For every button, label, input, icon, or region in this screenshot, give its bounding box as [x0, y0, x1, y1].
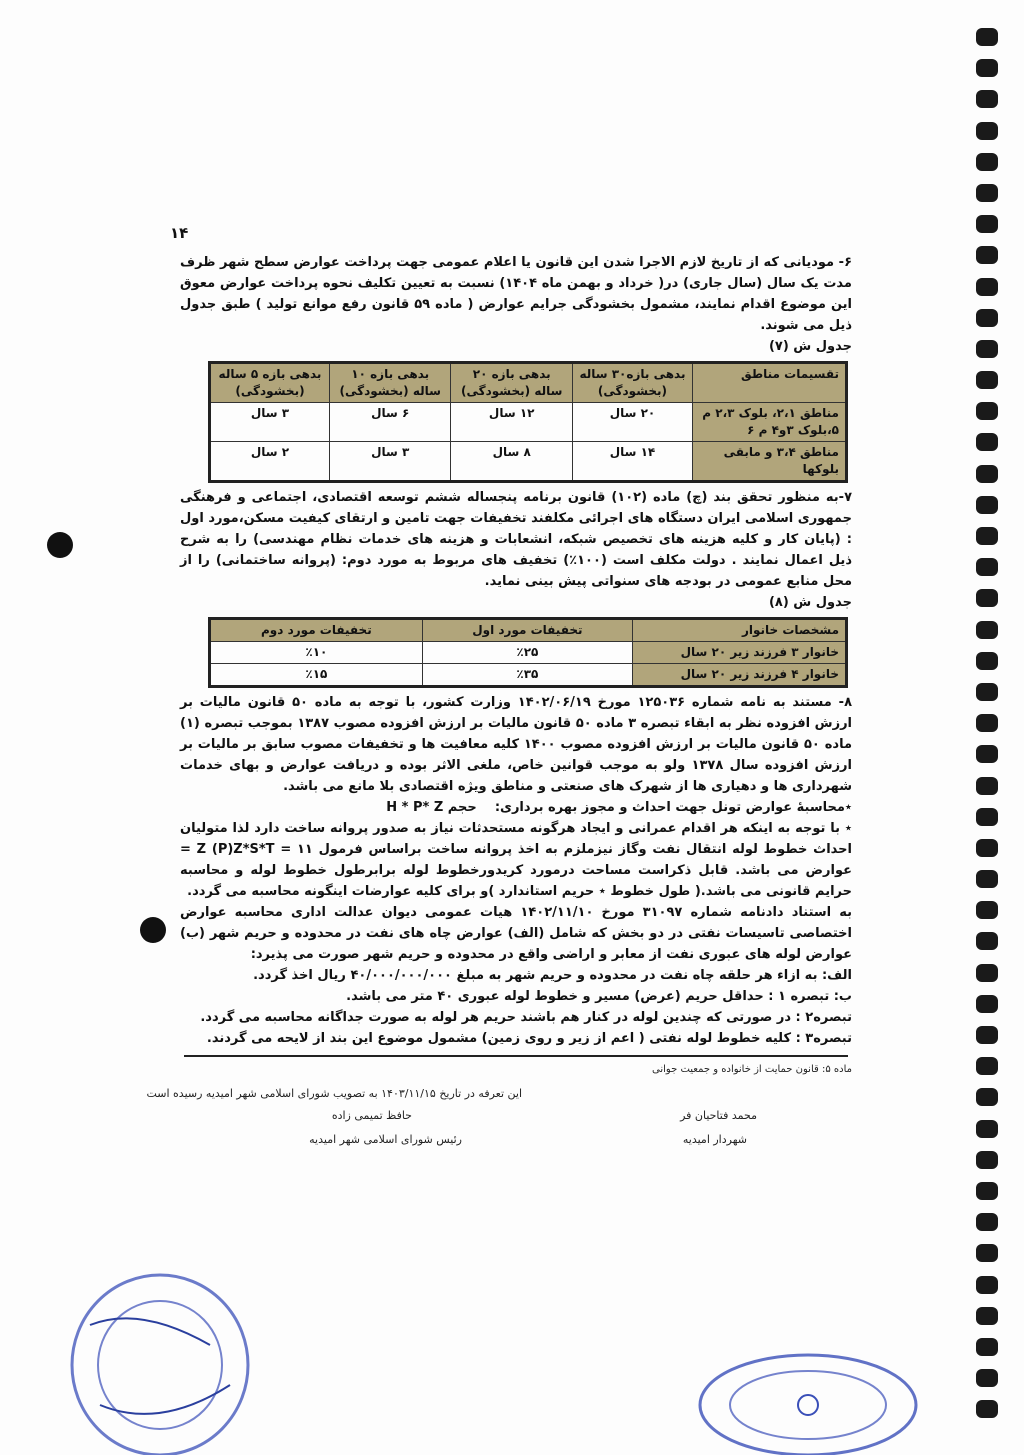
section-6: [180, 252, 852, 357]
binding-ring: [976, 683, 998, 701]
binding-ring: [976, 995, 998, 1013]
binding-ring: [976, 527, 998, 545]
binding-ring: [976, 714, 998, 732]
binding-ring: [976, 808, 998, 826]
binding-ring: [976, 153, 998, 171]
binding-ring: [976, 1369, 998, 1387]
table-header: بدهی بازه ۵ ساله (بخشودگی): [210, 363, 330, 403]
approval-note: این تعرفه در تاریخ ۱۴۰۳/۱۱/۱۵ به تصویب شورای اسلامی شهر امیدیه رسیده است: [146, 1087, 522, 1100]
table-row: [210, 403, 847, 442]
binding-ring: [976, 278, 998, 296]
binding-ring: [976, 1057, 998, 1075]
binding-ring: [976, 652, 998, 670]
binding-ring: [976, 340, 998, 358]
table-cell: ٪۲۵: [422, 642, 632, 664]
binding-ring: [976, 1151, 998, 1169]
binding-ring: [976, 839, 998, 857]
note-3: تبصره۳ : کلیه خطوط لوله نفتی ( اعم از زیر و روی زمین) مشمول موضوع این بند از لایحه می گردند.: [206, 1031, 852, 1046]
binding-ring: [976, 1307, 998, 1325]
table-header: تخفیفات مورد دوم: [210, 619, 423, 642]
binding-ring: [976, 465, 998, 483]
binding-ring: [976, 402, 998, 420]
binding-ring: [976, 28, 998, 46]
footnote: ماده ۵: قانون حمایت از خانواده و جمعیت جوانی: [652, 1064, 852, 1075]
binding-ring: [976, 589, 998, 607]
table-cell: ۱۴ سال: [572, 442, 692, 482]
document-body: [146, 252, 853, 1163]
punch-hole: [140, 917, 166, 943]
table-header: تقسیمات مناطق: [693, 363, 847, 403]
binding-ring: [976, 90, 998, 108]
table-8: [208, 617, 848, 688]
binding-ring: [976, 1120, 998, 1138]
spiral-binding: [976, 28, 1000, 1431]
council-head-title: رئیس شورای اسلامی شهر امیدیه: [309, 1133, 462, 1146]
clause-alef: الف: به ازاء هر حلقه چاه نفت در محدوده و حریم شهر به مبلغ ۴۰/۰۰۰/۰۰۰/۰۰۰ ریال اخذ گردد.: [253, 968, 852, 983]
page-number: ۱۴: [170, 224, 189, 242]
table-cell: ۱۲ سال: [451, 403, 572, 442]
municipality-stamp: [690, 1345, 920, 1455]
note-2: تبصره۲ : در صورتی که چندین لوله در کنار هم باشند حریم هر لوله به صورت جداگانه محاسبه می گردد.: [200, 1010, 852, 1025]
binding-ring: [976, 309, 998, 327]
binding-ring: [976, 558, 998, 576]
table-cell: ۲۰ سال: [572, 403, 692, 442]
tunnel-formula: H * P* Z حجم: [386, 800, 477, 815]
binding-ring: [976, 433, 998, 451]
signature-block: [146, 1083, 852, 1163]
table-cell: خانوار ۴ فرزند زیر ۲۰ سال: [633, 664, 847, 687]
binding-ring: [976, 1213, 998, 1231]
binding-ring: [976, 246, 998, 264]
table-header: بدهی بازه۳۰ ساله (بخشودگی): [572, 363, 692, 403]
binding-ring: [976, 901, 998, 919]
council-stamp: [60, 1255, 260, 1455]
table-cell: ۳ سال: [329, 442, 450, 482]
table-cell: مناطق ۲،۱، بلوک ۲،۳ م ۵،بلوک ۳و۴ م ۶: [693, 403, 847, 442]
section-7: [180, 487, 852, 613]
tunnel-line: [180, 797, 852, 818]
table-cell: ۳ سال: [210, 403, 330, 442]
binding-ring: [976, 184, 998, 202]
binding-ring: [976, 1182, 998, 1200]
table-8-caption: جدول ش (۸): [768, 595, 852, 610]
table-header: مشخصات خانوار: [633, 619, 847, 642]
binding-ring: [976, 59, 998, 77]
binding-ring: [976, 1400, 998, 1418]
table-header: بدهی بازه ۱۰ ساله (بخشودگی): [329, 363, 450, 403]
binding-ring: [976, 1088, 998, 1106]
binding-ring: [976, 122, 998, 140]
binding-ring: [976, 777, 998, 795]
table-7-caption: جدول ش (۷): [768, 339, 852, 354]
verdict-text: به استناد دادنامه شماره ۳۱۰۹۷ مورخ ۱۴۰۲/۱۱/۱۰ هیات عمومی دیوان عدالت اداری محاسبه عوارض اختصاصی تاسیسات نفتی در دو بخش که شامل (الف) عوارض چاه های نفت در محدوده و حریم شهر (ب) عوارض لوله های عبوری نفت از معابر و اراضی واقع در محدوده و حریم شهر صورت می پذیرد:: [180, 905, 852, 962]
footnote-divider: [184, 1055, 848, 1057]
table-header: تخفیفات مورد اول: [422, 619, 632, 642]
binding-ring: [976, 1244, 998, 1262]
table-row: [210, 664, 847, 687]
table-cell: ۲ سال: [210, 442, 330, 482]
binding-ring: [976, 870, 998, 888]
binding-ring: [976, 964, 998, 982]
binding-ring: [976, 215, 998, 233]
binding-ring: [976, 932, 998, 950]
table-7: [208, 361, 848, 483]
pipeline-text: ٭ با توجه به اینکه هر اقدام عمرانی و ایجاد هرگونه مستحدثات نیاز به صدور پروانه ساخت دارد لذا متولیان احداث خطوط لوله انتقال نفت وگاز نیزملزم به اخذ پروانه ساخت براساس فرمول ۱۱ = Z (P)Z*S*T = عوارض می باشد. قابل ذکراست مساحت درمورد کریدورخطوط لوله برابرطول خطوط لوله و محاسبه حرایم قانونی می باشد.( طول خطوط ٭ حریم استاندارد )و برای کلیه عوارضات اینگونه محاسبه می گردد.: [180, 821, 852, 899]
section-6-text: ۶- مودیانی که از تاریخ لازم الاجرا شدن این قانون یا اعلام عمومی جهت پرداخت عوارض سطح شهر ظرف مدت یک سال (سال جاری) در( خرداد و بهمن ماه ۱۴۰۴) نسبت به تعیین تکلیف نحوه پرداخت عوارض معوق این موضوع اقدام نمایند، مشمول بخشودگی جرایم عوارض ( ماده ۵۹ قانون رفع موانع تولید ) طبق جدول ذیل می شوند.: [180, 255, 852, 333]
table-cell: مناطق ۳،۴ و مابقی بلوکها: [693, 442, 847, 482]
clause-be: ب: تبصره ۱ : حداقل حریم (عرض) مسیر و خطوط لوله عبوری ۴۰ متر می باشد.: [346, 989, 852, 1004]
binding-ring: [976, 1276, 998, 1294]
binding-ring: [976, 1338, 998, 1356]
council-head-name: حافظ تمیمی زاده: [331, 1109, 412, 1122]
table-row: [210, 642, 847, 664]
binding-ring: [976, 496, 998, 514]
binding-ring: [976, 371, 998, 389]
mayor-title: شهردار امیدیه: [682, 1133, 747, 1146]
table-cell: ۶ سال: [329, 403, 450, 442]
table-cell: ٪۱۵: [210, 664, 423, 687]
table-header: بدهی بازه ۲۰ ساله (بخشودگی): [451, 363, 572, 403]
punch-hole: [47, 532, 73, 558]
section-7-text: ۷-به منظور تحقق بند (چ) ماده (۱۰۲) قانون برنامه پنجساله ششم توسعه اقتصادی، اجتماعی و فرهنگی جمهوری اسلامی ایران دستگاه های اجرائی مکلفند تخفیفات جهت تامین و ارتقای کیفیت مسکن،مورد اول : (پایان کار و کلیه هزینه های تخصیص شبکه، انشعابات و هزینه های خدمات نظام مهندسی) را به شرح ذیل اعمال نمایند . دولت مکلف است (۱۰۰٪) تخفیف های مربوط به مورد دوم: (پروانه ساختمانی) را از محل منابع عمومی در بودجه های سنواتی پیش بینی نماید.: [180, 490, 853, 589]
section-8: [180, 692, 852, 1049]
table-row: [210, 442, 847, 482]
tunnel-text: ٭محاسبهٔ عوارض تونل جهت احداث و مجوز بهره برداری:: [494, 800, 852, 815]
binding-ring: [976, 745, 998, 763]
binding-ring: [976, 621, 998, 639]
table-cell: ٪۳۵: [422, 664, 632, 687]
table-cell: خانوار ۳ فرزند زیر ۲۰ سال: [633, 642, 847, 664]
table-cell: ۸ سال: [451, 442, 572, 482]
table-cell: ٪۱۰: [210, 642, 423, 664]
section-8-text: ۸- مستند به نامه شماره ۱۲۵۰۳۶ مورخ ۱۴۰۲/۰۶/۱۹ وزارت کشور، با توجه به ماده ۵۰ قانون مالیات بر ارزش افزوده نظر به ابقاء تبصره ۳ ماده ۵۰ قانون مالیات بر ارزش افزوده مصوب ۱۳۸۷ بموجب تبصره (۱) ماده ۵۰ قانون مالیات بر ارزش افزوده مصوب ۱۴۰۰ کلیه معافیت ها و تخفیفات مصوب سابق بر مالیات بر ارزش افزوده سال ۱۳۷۸ ولو به موجب قوانین خاص، ملغی الاثر بوده و دریافت عوارض و بهای خدمات شهرداری ها و دهیاری ها از شهرک های صنعتی و مناطق ویژه اقتصادی بلا مانع می باشد.: [180, 695, 853, 794]
binding-ring: [976, 1026, 998, 1044]
mayor-name: محمد فتاحیان فر: [680, 1109, 757, 1122]
